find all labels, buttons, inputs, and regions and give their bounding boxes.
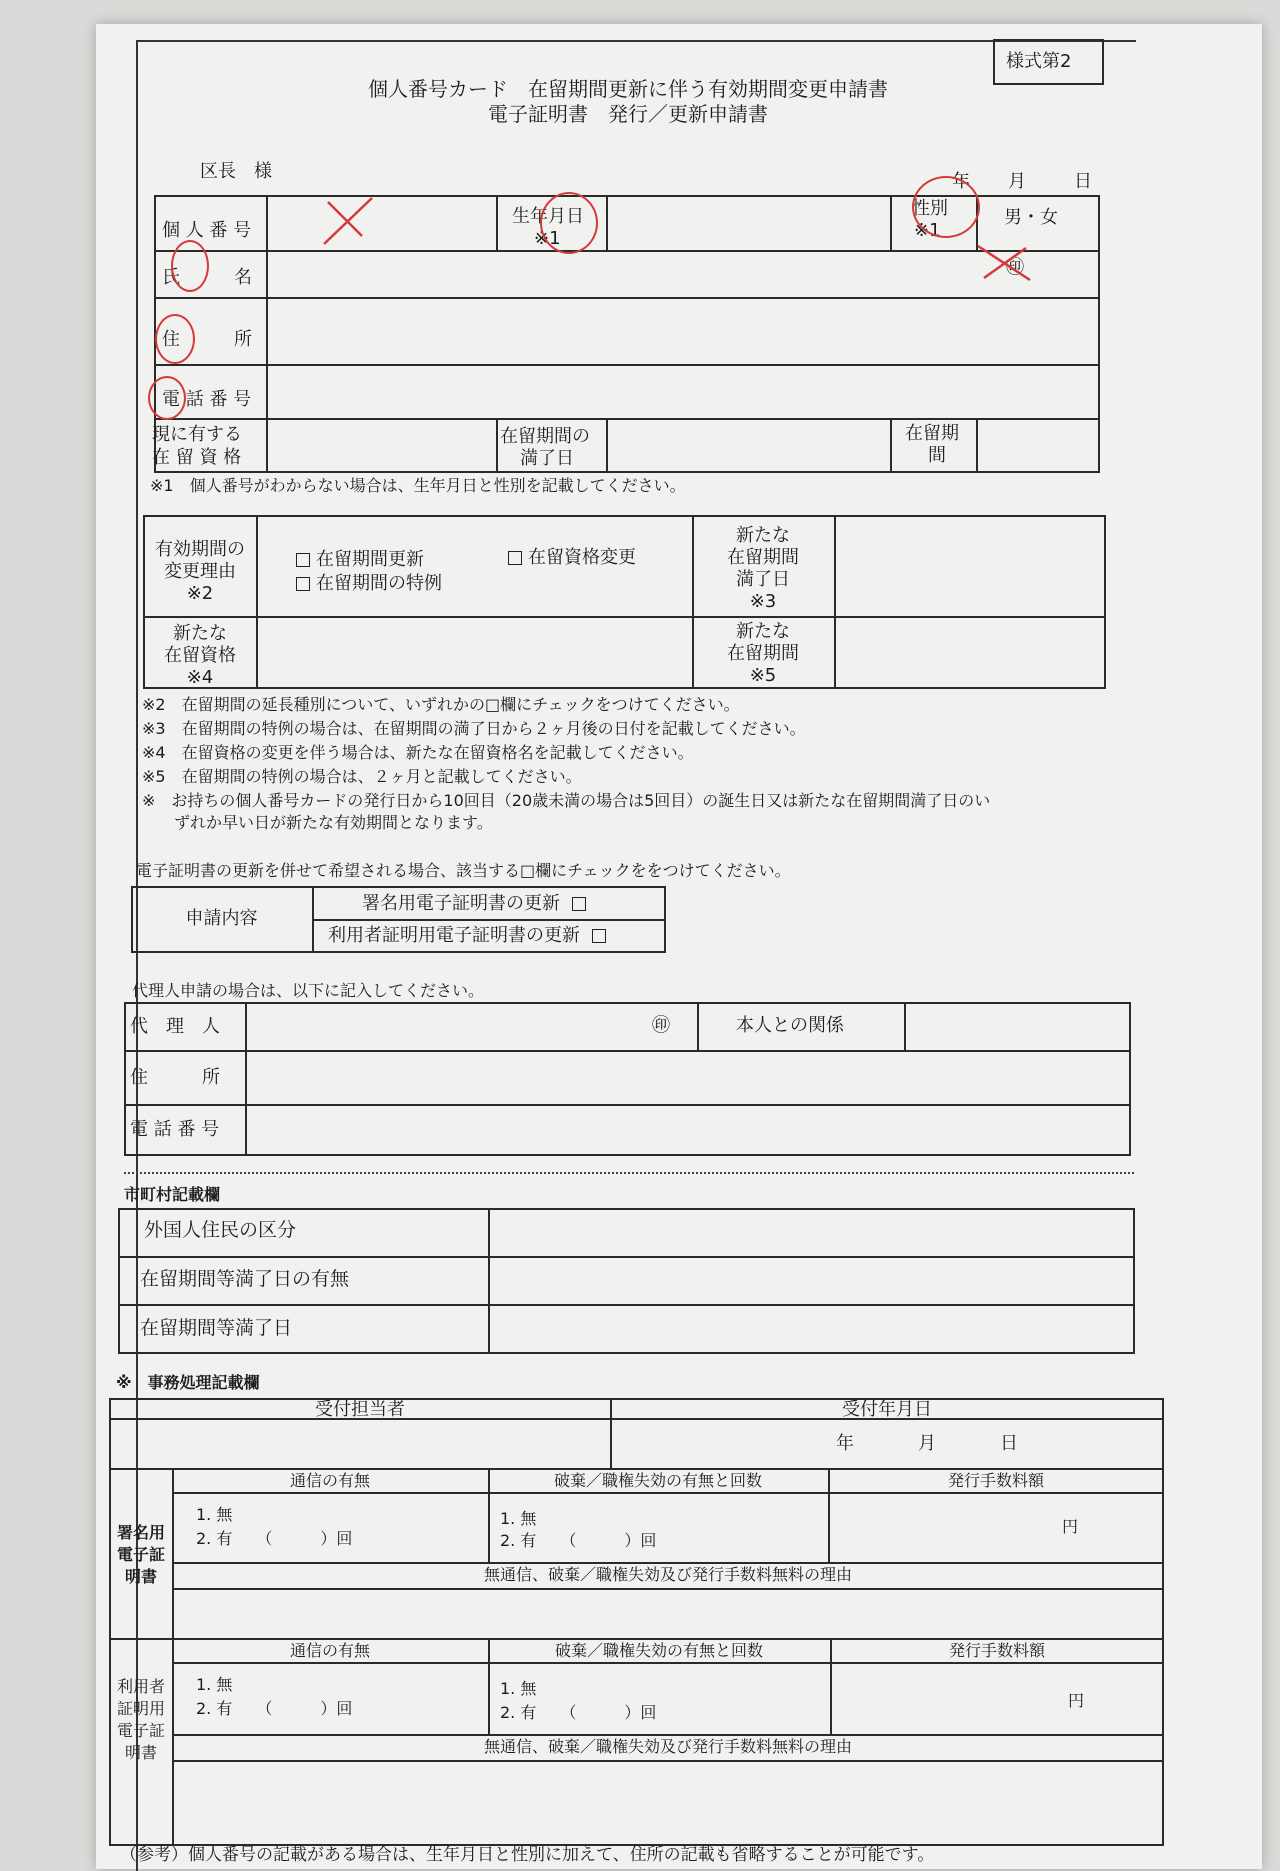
current-status-field[interactable] <box>268 420 494 471</box>
agent-address-label: 住 所 <box>130 1067 220 1088</box>
user-comm-no: 1. 無 <box>196 1675 233 1694</box>
new-status-label-3: ※4 <box>186 667 214 688</box>
receipt-day: 日 <box>1000 1433 1018 1454</box>
user-reason-header: 無通信、破棄／職権失効及び発行手数料無料の理由 <box>483 1737 852 1756</box>
date-year: 年 <box>952 171 970 192</box>
sign-cert-label-2: 電子証 <box>116 1545 165 1564</box>
receipt-year: 年 <box>836 1433 854 1454</box>
checkbox-icon[interactable] <box>296 577 310 591</box>
sign-comm-no: 1. 無 <box>196 1505 233 1524</box>
current-status-label-1: 現に有する <box>152 424 242 445</box>
checkbox-icon[interactable] <box>508 551 522 565</box>
addressee: 区長 様 <box>200 161 272 182</box>
sign-fee-header: 発行手数料額 <box>947 1471 1044 1490</box>
checkbox-icon[interactable] <box>572 897 586 911</box>
sex-options[interactable]: 男・女 <box>1004 207 1058 228</box>
form-title: 個人番号カード 在留期間更新に伴う有効期間変更申請書 <box>368 77 888 101</box>
form-number: 様式第2 <box>1006 51 1072 72</box>
expiry-field[interactable] <box>608 420 888 471</box>
date-day: 日 <box>1074 171 1092 192</box>
reason-label-2: 変更理由 <box>164 561 236 582</box>
note-6-cont: ずれか早い日が新たな有効期間となります。 <box>142 813 493 832</box>
name-label: 氏 名 <box>162 267 252 288</box>
new-period-field[interactable] <box>836 618 1104 687</box>
office-title: ※ 事務処理記載欄 <box>116 1373 260 1392</box>
red-cross-mark <box>318 192 378 250</box>
reason-label-1: 有効期間の <box>155 539 245 560</box>
expiry-label-2: 満了日 <box>520 448 574 469</box>
sign-fee-yen: 円 <box>1062 1517 1079 1536</box>
birth-field[interactable] <box>608 197 888 248</box>
user-discard-yes: 2. 有 （ ）回 <box>500 1703 657 1722</box>
option-status-change[interactable] <box>508 548 636 569</box>
user-fee-yen: 円 <box>1068 1691 1085 1710</box>
expiry-date-field[interactable] <box>490 1306 1133 1352</box>
sign-discard-no: 1. 無 <box>500 1509 537 1528</box>
expiry-existence-field[interactable] <box>490 1258 1133 1302</box>
user-cert-label-4: 明書 <box>124 1743 157 1762</box>
sign-discard-header: 破棄／職権失効の有無と回数 <box>553 1471 762 1490</box>
birth-label: 生年月日 <box>512 206 584 227</box>
red-circle-mark <box>171 240 209 292</box>
red-circle-mark <box>155 314 195 364</box>
agent-phone-field[interactable] <box>247 1106 1129 1154</box>
sign-discard-yes: 2. 有 （ ）回 <box>500 1531 657 1550</box>
agent-relation-label: 本人との関係 <box>736 1015 844 1036</box>
sign-comm-header: 通信の有無 <box>289 1471 370 1490</box>
new-status-field[interactable] <box>258 618 690 687</box>
note-6: ※ お持ちの個人番号カードの発行日から10回目（20歳未満の場合は5回目）の誕生日又は新たな在留期間満了日のい <box>142 791 991 810</box>
red-cross-mark <box>974 240 1038 284</box>
new-expiry-label-3: 満了日 <box>736 569 790 590</box>
sex-label: 性別 <box>912 198 948 219</box>
user-discard-no: 1. 無 <box>500 1679 537 1698</box>
receiver-field[interactable] <box>111 1420 608 1466</box>
new-period-label-1: 新たな <box>736 621 790 642</box>
agent-intro: 代理人申請の場合は、以下に記入してください。 <box>132 981 485 1000</box>
receipt-month: 月 <box>918 1433 936 1454</box>
my-number-field[interactable] <box>268 197 494 248</box>
current-status-label-2: 在 留 資 格 <box>152 447 242 468</box>
new-period-label-2: 在留期間 <box>727 643 799 664</box>
note-1: ※1 個人番号がわからない場合は、生年月日と性別を記載してください。 <box>150 476 686 495</box>
dotted-divider <box>124 1172 1134 1174</box>
date-month: 月 <box>1008 171 1026 192</box>
birth-note: ※1 <box>534 228 561 249</box>
municipal-title: 市町村記載欄 <box>124 1185 221 1204</box>
red-circle-mark <box>540 192 598 254</box>
option-period-update-label: 在留期間更新 <box>316 549 424 570</box>
expiry-date-label: 在留期間等満了日 <box>140 1317 293 1339</box>
phone-label: 電 話 番 号 <box>162 389 252 410</box>
cert-sign-option[interactable] <box>362 894 592 915</box>
sign-comm-yes: 2. 有 （ ）回 <box>196 1529 353 1548</box>
my-number-label: 個 人 番 号 <box>162 220 252 241</box>
reason-label-3: ※2 <box>186 583 214 604</box>
note-5: ※5 在留期間の特例の場合は、２ヶ月と記載してください。 <box>142 767 582 786</box>
user-fee-header: 発行手数料額 <box>948 1641 1045 1660</box>
agent-seal: ㊞ <box>652 1015 670 1036</box>
foreign-resident-category-label: 外国人住民の区分 <box>144 1219 297 1241</box>
user-comm-header: 通信の有無 <box>289 1641 370 1660</box>
option-status-change-label: 在留資格変更 <box>528 547 636 568</box>
cert-user-label: 利用者証明用電子証明書の更新 <box>328 925 580 946</box>
note-4: ※4 在留資格の変更を伴う場合は、新たな在留資格名を記載してください。 <box>142 743 694 762</box>
cert-user-option[interactable] <box>328 926 612 947</box>
option-period-special-label: 在留期間の特例 <box>316 573 442 594</box>
phone-field[interactable] <box>268 366 1098 416</box>
user-reason-field[interactable] <box>174 1762 1162 1844</box>
sign-reason-field[interactable] <box>174 1590 1162 1636</box>
period-label-1: 在留期 <box>905 423 959 444</box>
expiry-existence-label: 在留期間等満了日の有無 <box>140 1268 350 1290</box>
option-period-special[interactable] <box>296 574 442 595</box>
user-cert-label-2: 証明用 <box>116 1699 165 1718</box>
agent-name-field[interactable] <box>247 1004 695 1048</box>
receipt-date-label: 受付年月日 <box>842 1399 932 1420</box>
sign-cert-label-3: 明書 <box>124 1567 157 1586</box>
receiver-label: 受付担当者 <box>315 1399 405 1420</box>
new-expiry-label-2: 在留期間 <box>727 547 799 568</box>
period-field[interactable] <box>978 420 1098 471</box>
red-circle-mark <box>148 376 186 420</box>
user-cert-label-1: 利用者 <box>116 1677 165 1696</box>
agent-phone-label: 電 話 番 号 <box>130 1119 220 1140</box>
user-cert-label-3: 電子証 <box>116 1721 165 1740</box>
new-period-label-3: ※5 <box>749 665 777 686</box>
checkbox-icon[interactable] <box>592 929 606 943</box>
red-circle-mark <box>912 176 980 238</box>
sex-note: ※1 <box>914 220 941 241</box>
foreign-resident-category-field[interactable] <box>490 1210 1133 1254</box>
address-field[interactable] <box>268 299 1098 362</box>
checkbox-icon[interactable] <box>296 553 310 567</box>
agent-relation-field[interactable] <box>906 1004 1129 1048</box>
cert-label: 申請内容 <box>185 908 258 929</box>
note-2: ※2 在留期間の延長種別について、いずれかの□欄にチェックをつけてください。 <box>142 695 740 714</box>
name-seal: ㊞ <box>1006 257 1024 278</box>
new-status-label-1: 新たな <box>173 623 227 644</box>
agent-address-field[interactable] <box>247 1052 1129 1102</box>
reference-note: （参考）個人番号の記載がある場合は、生年月日と性別に加えて、住所の記載も省略することが可能です。 <box>120 1845 935 1865</box>
note-3: ※3 在留期間の特例の場合は、在留期間の満了日から２ヶ月後の日付を記載してください。 <box>142 719 806 738</box>
agent-name-label: 代 理 人 <box>130 1016 220 1037</box>
expiry-label-1: 在留期間の <box>500 426 590 447</box>
new-expiry-label-4: ※3 <box>749 591 777 612</box>
new-expiry-field[interactable] <box>836 517 1104 614</box>
address-label: 住 所 <box>162 329 252 350</box>
period-label-2: 間 <box>928 445 946 466</box>
option-period-update[interactable] <box>296 550 424 571</box>
cert-intro: 電子証明書の更新を併せて希望される場合、該当する□欄にチェックををつけてください。 <box>136 861 791 880</box>
user-comm-yes: 2. 有 （ ）回 <box>196 1699 353 1718</box>
sign-cert-label-1: 署名用 <box>116 1523 165 1542</box>
user-discard-header: 破棄／職権失効の有無と回数 <box>554 1641 763 1660</box>
sign-reason-header: 無通信、破棄／職権失効及び発行手数料無料の理由 <box>483 1565 852 1584</box>
new-expiry-label-1: 新たな <box>736 525 790 546</box>
new-status-label-2: 在留資格 <box>164 645 236 666</box>
cert-sign-label: 署名用電子証明書の更新 <box>362 893 560 914</box>
form-subtitle: 電子証明書 発行／更新申請書 <box>488 102 768 126</box>
